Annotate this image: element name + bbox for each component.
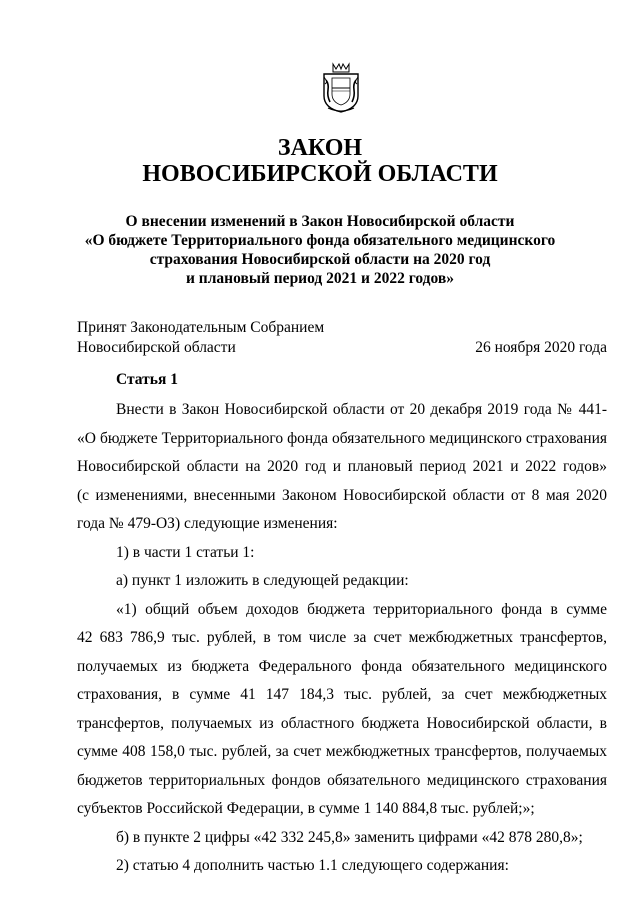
body-line: Внести в Закон Новосибирской области от 20 декабря 2019 года № 441- (116, 401, 607, 418)
body-line: 2) статью 4 дополнить частью 1.1 следующего содержания: (116, 857, 509, 874)
subject-line: страхования Новосибирской области на 2020 год (149, 251, 491, 268)
adoption-date: 26 ноября 2020 года (475, 339, 607, 356)
body-line: бюджетов территориальных фондов обязательного медицинского страхования (77, 771, 607, 789)
body-line: б) в пункте 2 цифры «42 332 245,8» заменить цифрами «42 878 280,8»; (116, 828, 583, 846)
subject-line: и плановый период 2021 и 2022 годов» (186, 270, 454, 287)
body-line: сумме 408 158,0 тыс. рублей, за счет межбюджетных трансфертов, получаемых (77, 743, 607, 760)
subject-line: О внесении изменений в Закон Новосибирской области (125, 213, 515, 230)
body-line: Новосибирской области на 2020 год и плановый период 2021 и 2022 годов» (77, 458, 607, 475)
body-line: субъектов Российской Федерации, в сумме 1 140 884,8 тыс. рублей;»; (77, 800, 535, 817)
body-line: 1) в части 1 статьи 1: (116, 543, 255, 561)
law-subject (0, 212, 640, 288)
body-line: страхования, в сумме 41 147 184,3 тыс. рублей, за счет межбюджетных (77, 686, 607, 703)
adoption-block (77, 318, 607, 358)
body-line: 42 683 786,9 тыс. рублей, в том числе за счет межбюджетных трансфертов, (77, 629, 607, 646)
body-line: а) пункт 1 изложить в следующей редакции: (116, 572, 409, 589)
article-heading: Статья 1 (116, 371, 178, 388)
article-body (77, 396, 607, 881)
adopted-by-region: Новосибирской области (77, 339, 236, 356)
subject-line: «О бюджете Территориального фонда обязательного медицинского (84, 232, 556, 249)
body-line: «1) общий объем доходов бюджета территориального фонда в сумме (116, 600, 607, 618)
body-line: получаемых из бюджета Федерального фонда обязательного медицинского (77, 657, 607, 675)
body-line: трансфертов, получаемых из областного бюджета Новосибирской области, в (77, 714, 607, 732)
law-region-title: НОВОСИБИРСКОЙ ОБЛАСТИ (142, 161, 498, 187)
coat-of-arms-icon (318, 62, 364, 114)
body-line: года № 479-ОЗ) следующие изменения: (77, 515, 338, 532)
law-title: ЗАКОН (277, 135, 363, 161)
body-line: «О бюджете Территориального фонда обязательного медицинского страхования (77, 429, 607, 447)
adopted-by: Принят Законодательным Собранием (77, 319, 325, 336)
body-line: (с изменениями, внесенными Законом Новосибирской области от 8 мая 2020 (77, 486, 607, 504)
